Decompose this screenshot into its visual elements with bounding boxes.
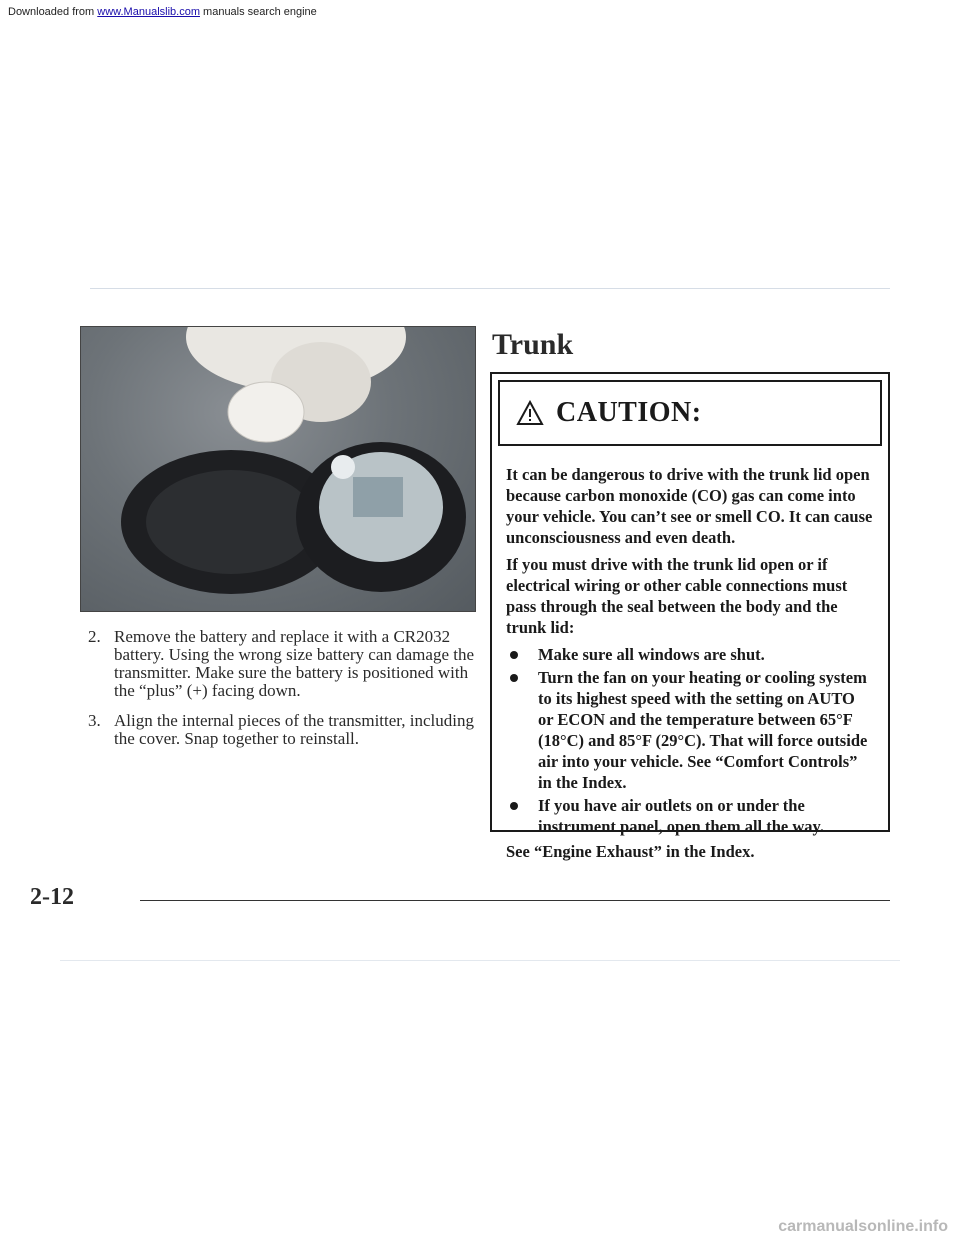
bullet-icon — [510, 651, 518, 659]
caution-box — [490, 372, 890, 861]
instruction-steps — [82, 628, 482, 760]
warning-triangle-icon — [516, 400, 544, 426]
bullet-item: If you have air outlets on or under the instrument panel, open them all the way. — [506, 795, 874, 837]
caution-footer: See “Engine Exhaust” in the Index. — [506, 842, 755, 861]
page-number: 2-12 — [30, 884, 74, 910]
battery-shape — [228, 382, 304, 442]
remote-case-inner — [146, 470, 316, 574]
bottom-divider — [60, 960, 900, 961]
bullet-icon — [510, 802, 518, 810]
manualslib-link[interactable]: www.Manualslib.com — [97, 6, 200, 18]
circuit-cell — [331, 455, 355, 479]
bullet-item: Make sure all windows are shut. — [506, 644, 874, 665]
caution-paragraph: It can be dangerous to drive with the trunk lid open because carbon monoxide (CO) gas can come into your vehicle. You can’t see or smell CO. It can cause unconsciousness and even death. — [506, 465, 873, 547]
transmitter-battery-photo — [80, 326, 476, 612]
caution-body — [492, 446, 888, 862]
circuit-component — [353, 477, 403, 517]
caution-header — [498, 380, 882, 446]
watermark: carmanualsonline.info — [778, 1218, 948, 1235]
caution-label: CAUTION: — [556, 397, 702, 428]
section-title: Trunk — [492, 328, 574, 361]
step-item: 2. Remove the battery and replace it with a CR2032 battery. Using the wrong size battery can damage the transmitter. Make sure the battery is positioned with the “plus” (+) facing down. — [88, 627, 475, 700]
top-divider — [90, 288, 890, 289]
footer-divider — [140, 900, 890, 901]
download-header: Downloaded from www.Manualslib.com manuals search engine — [8, 6, 317, 18]
caution-paragraph: If you must drive with the trunk lid open or if electrical wiring or other cable connections must pass through the seal between the body and the trunk lid: — [506, 555, 848, 637]
photo-illustration — [81, 327, 475, 611]
caution-bullets — [506, 644, 874, 837]
step-item: 3. Align the internal pieces of the transmitter, including the cover. Snap together to reinstall. — [88, 711, 474, 748]
bullet-icon — [510, 674, 518, 682]
bullet-item: Turn the fan on your heating or cooling system to its highest speed with the setting on AUTO or ECON and the temperature between 65°F (18°C) and 85°F (29°C). That will force outside air into your vehicle. See “Comfort Controls” in the Index. — [506, 667, 874, 793]
